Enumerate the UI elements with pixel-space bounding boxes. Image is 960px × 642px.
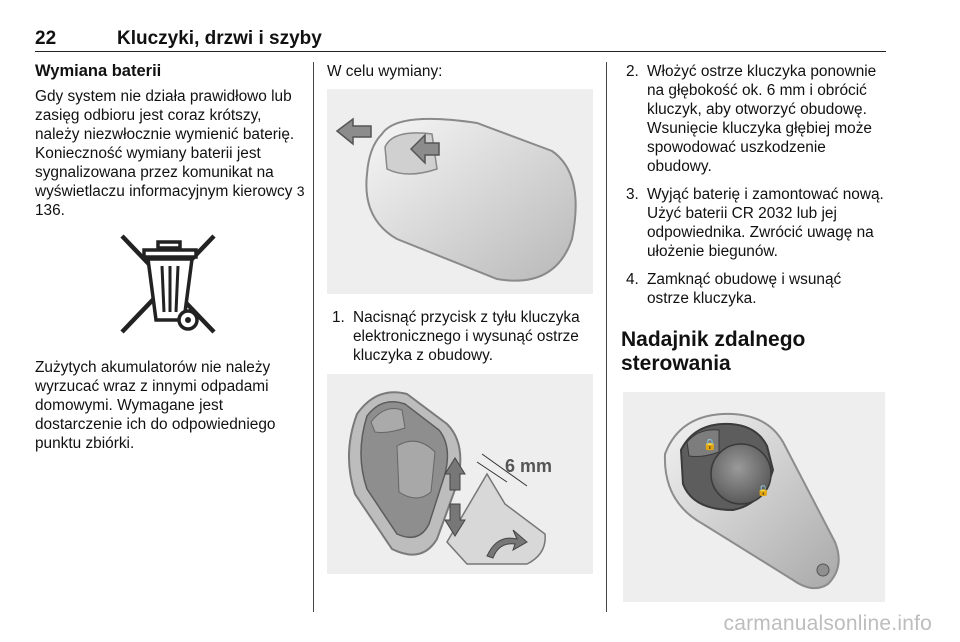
- key-fob-opening-figure: [327, 374, 593, 574]
- remote-control-heading: Nadajnik zdalnego sterowania: [621, 328, 806, 375]
- chapter-title: Kluczyki, drzwi i szyby: [117, 28, 322, 49]
- watermark: carmanualsonline.info: [723, 612, 932, 635]
- battery-intro-text: Gdy system nie działa prawidłowo lub zasięg odbioru jest coraz krótszy, należy niezwłocznie wymienić baterię. Konieczność wymiany baterii jest sygnalizowana przez komunikat na wyświetlaczu informacyjnym kierowcy: [35, 88, 295, 200]
- column-left: [35, 62, 305, 465]
- steps-list-a: [327, 308, 593, 365]
- page-number: 22: [35, 28, 57, 49]
- list-item: [621, 185, 887, 261]
- step-text: Wyjąć baterię i zamontować nową. Użyć baterii CR 2032 lub jej odpowiednika. Zwrócić uwagę na ułożenie biegunów.: [647, 186, 884, 260]
- step-text: Włożyć ostrze kluczyka ponownie na głębokość ok. 6 mm i obrócić kluczyk, aby otworzyć obudowę. Wsunięcie kluczyka głębiej może spowodować uszkodzenie obudowy.: [647, 63, 877, 175]
- step-text: Zamknąć obudowę i wsunąć ostrze kluczyka.: [647, 271, 842, 307]
- svg-text:🔓: 🔓: [757, 486, 770, 497]
- dimension-label: 6 mm: [505, 456, 553, 476]
- step-number: 4.: [626, 271, 639, 288]
- replacement-intro: W celu wymiany:: [327, 63, 443, 80]
- battery-replacement-heading: Wymiana baterii: [35, 62, 162, 80]
- page-header: [35, 28, 886, 52]
- column-right: [621, 62, 887, 602]
- key-fob-blade-figure: [327, 89, 593, 294]
- page-reference-link[interactable]: 136.: [35, 202, 65, 219]
- step-number: 2.: [626, 63, 639, 80]
- step-number: 1.: [332, 309, 345, 326]
- step-text: Nacisnąć przycisk z tyłu kluczyka elektronicznego i wysunąć ostrze kluczyka z obudowy.: [353, 309, 580, 364]
- list-item: [621, 270, 887, 308]
- remote-key-fob-figure: [623, 392, 885, 602]
- column-middle: [327, 62, 593, 574]
- crossed-bin-icon: [118, 232, 222, 336]
- column-divider-left: [313, 62, 314, 612]
- battery-intro-paragraph: [35, 87, 305, 220]
- steps-list-b: [621, 62, 887, 308]
- page-reference-arrow-icon: 3: [296, 183, 305, 199]
- svg-text:🔒: 🔒: [703, 438, 717, 451]
- list-item: [621, 62, 887, 176]
- step-number: 3.: [626, 186, 639, 203]
- disposal-paragraph: Zużytych akumulatorów nie należy wyrzucać wraz z innymi odpadami domowymi. Wymagane jest dostarczenie ich do odpowiedniego punktu zbiórki.: [35, 359, 276, 452]
- column-divider-right: [606, 62, 607, 612]
- list-item: [327, 308, 593, 365]
